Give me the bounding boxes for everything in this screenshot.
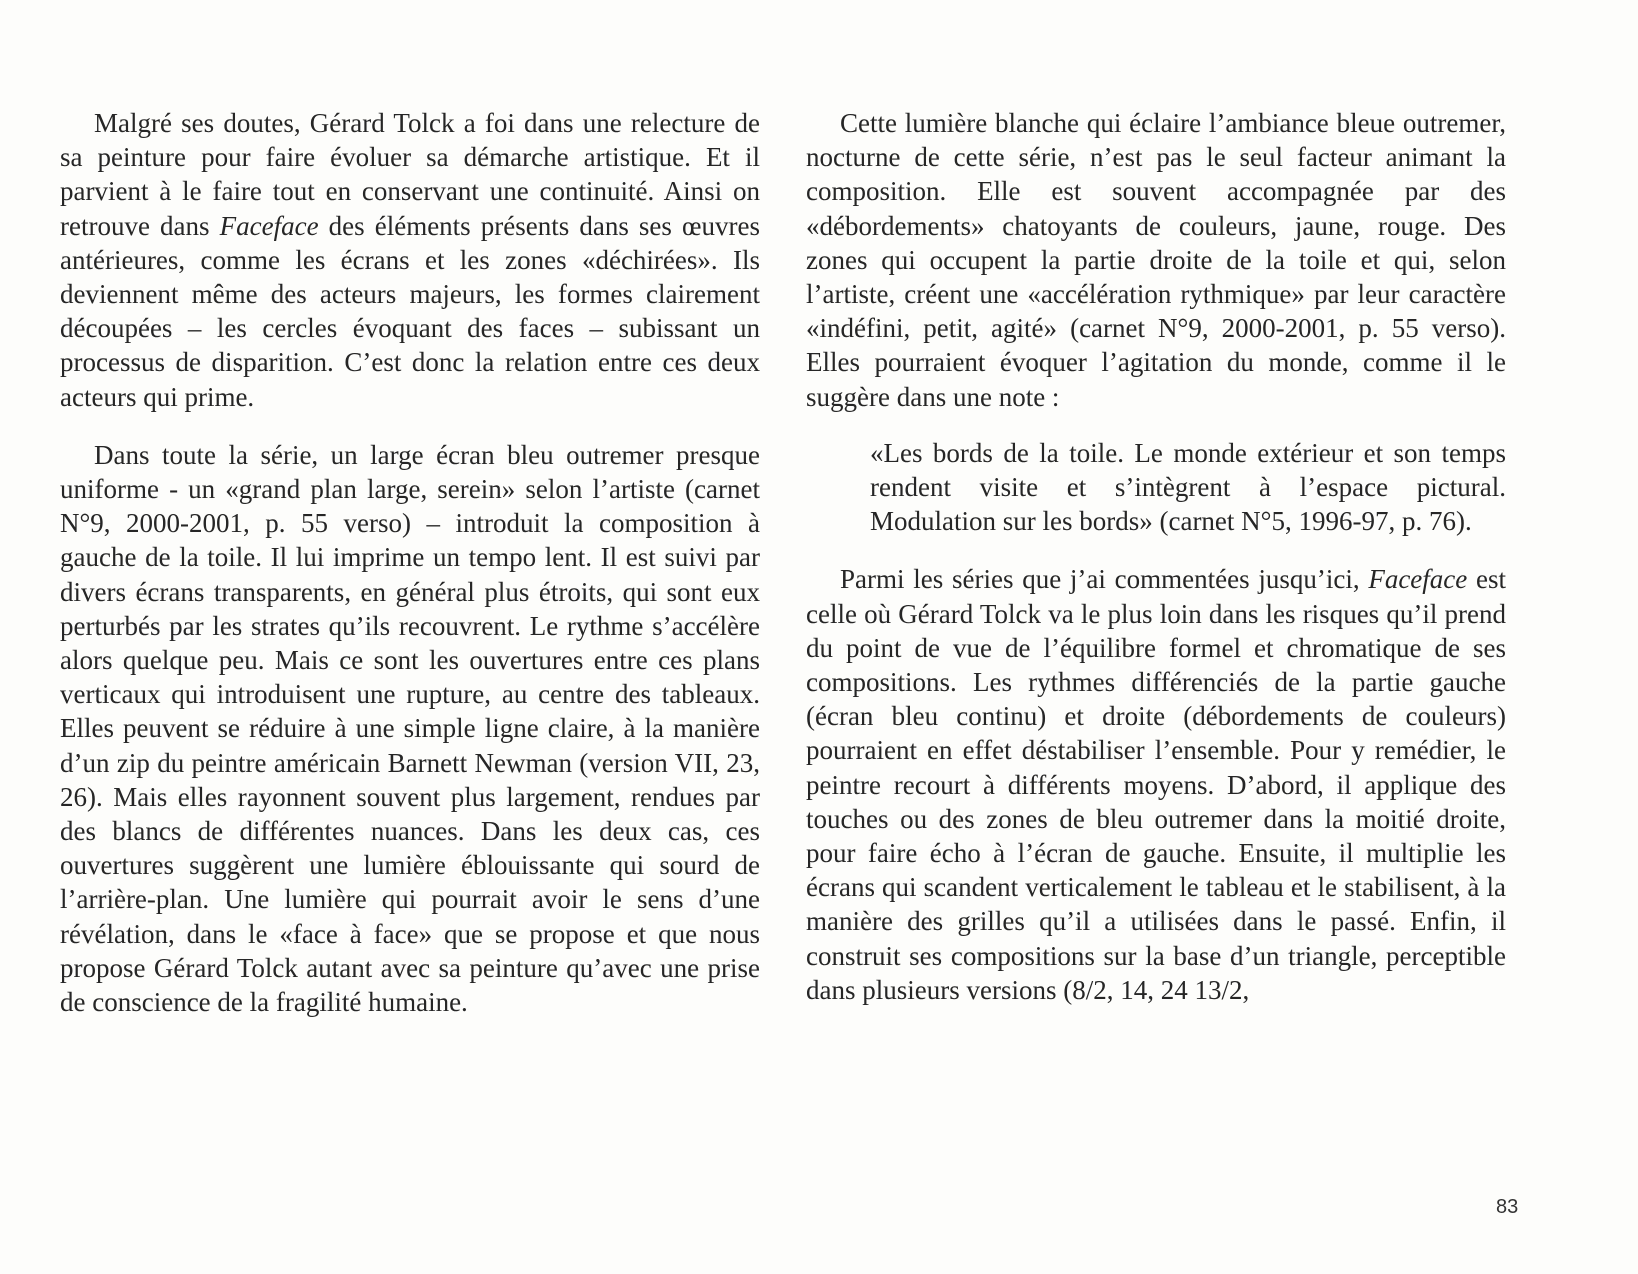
right-text-column — [806, 106, 1506, 1007]
paragraph: Cette lumière blanche qui éclaire l’ambiance bleue outremer, nocturne de cette série, n’est pas le seul facteur animant la composition. Elle est souvent accompagnée par des «débordements» chatoyants de couleurs, jaune, rouge. Des zones qui occupent la partie droite de la toile et qui, selon l’artiste, créent une «accélération rythmique» par leur caractère «indéfini, petit, agité» (carnet N°9, 2000-2001, p. 55 verso). Elles pourraient évoquer l’agitation du monde, comme il le suggère dans une note : — [806, 108, 1506, 412]
series-title: Faceface — [1368, 564, 1468, 595]
page-number: 83 — [1496, 1196, 1519, 1218]
paragraph: Parmi les séries que j’ai commentées jusqu’ici, Faceface est celle où Gérard Tolck va le plus loin dans les risques qu’il prend du point de vue de l’équilibre formel et chromatique de ses compositions. Les rythmes différenciés de la partie gauche (écran bleu continu) et droite (débordements de couleurs) pourraient en effet déstabiliser l’ensemble. Pour y remédier, le peintre recourt à différents moyens. D’abord, il applique des touches ou des zones de bleu outremer dans la moitié droite, pour faire écho à l’écran de gauche. Ensuite, il multiplie les écrans qui scandent verticalement le tableau et le stabilisent, à la manière des grilles qu’il a utilisées dans le passé. Enfin, il construit ses compositions sur la base d’un triangle, perceptible dans plusieurs versions (8/2, 14, 24 13/2, — [806, 564, 1507, 1005]
paragraph: Dans toute la série, un large écran bleu outremer presque uniforme - un «grand plan large, serein» selon l’artiste (carnet N°9, 2000-2001, p. 55 verso) – introduit la composition à gauche de la toile. Il lui imprime un tempo lent. Il est suivi par divers écrans transparents, en général plus étroits, qui sont eux perturbés par les strates qu’ils recouvrent. Le rythme s’accélère alors quelque peu. Mais ce sont les ouvertures entre ces plans verticaux qui introduisent une rupture, au centre des tableaux. Elles peuvent se réduire à une simple ligne claire, à la manière d’un zip du peintre américain Barnett Newman (version VII, 23, 26). Mais elles rayonnent souvent plus largement, rendues par des blancs de différentes nuances. Dans les deux cas, ces ouvertures suggèrent une lumière éblouissante qui sourd de l’arrière-plan. Une lumière qui pourrait avoir le sens d’une révélation, dans le «face à face» que se propose et que nous propose Gérard Tolck autant avec sa peinture qu’avec une prise de conscience de la fragilité humaine. — [60, 439, 760, 1018]
left-text-column — [60, 106, 760, 1019]
series-title: Faceface — [219, 210, 319, 241]
block-quote: «Les bords de la toile. Le monde extérieur et son temps rendent visite et s’intègrent à l’espace pictural. Modulation sur les bords» (carnet N°5, 1996-97, p. 76). — [870, 437, 1506, 537]
paragraph: Malgré ses doutes, Gérard Tolck a foi dans une relecture de sa peinture pour faire évoluer sa démarche artistique. Et il parvient à le faire tout en conservant une continuité. Ainsi on retrouve dans Faceface des éléments présents dans ses œuvres antérieures, comme les écrans et les zones «déchirées». Ils deviennent même des acteurs majeurs, les formes clairement découpées – les cercles évoquant des faces – subissant un processus de disparition. C’est donc la relation entre ces deux acteurs qui prime. — [60, 108, 760, 412]
